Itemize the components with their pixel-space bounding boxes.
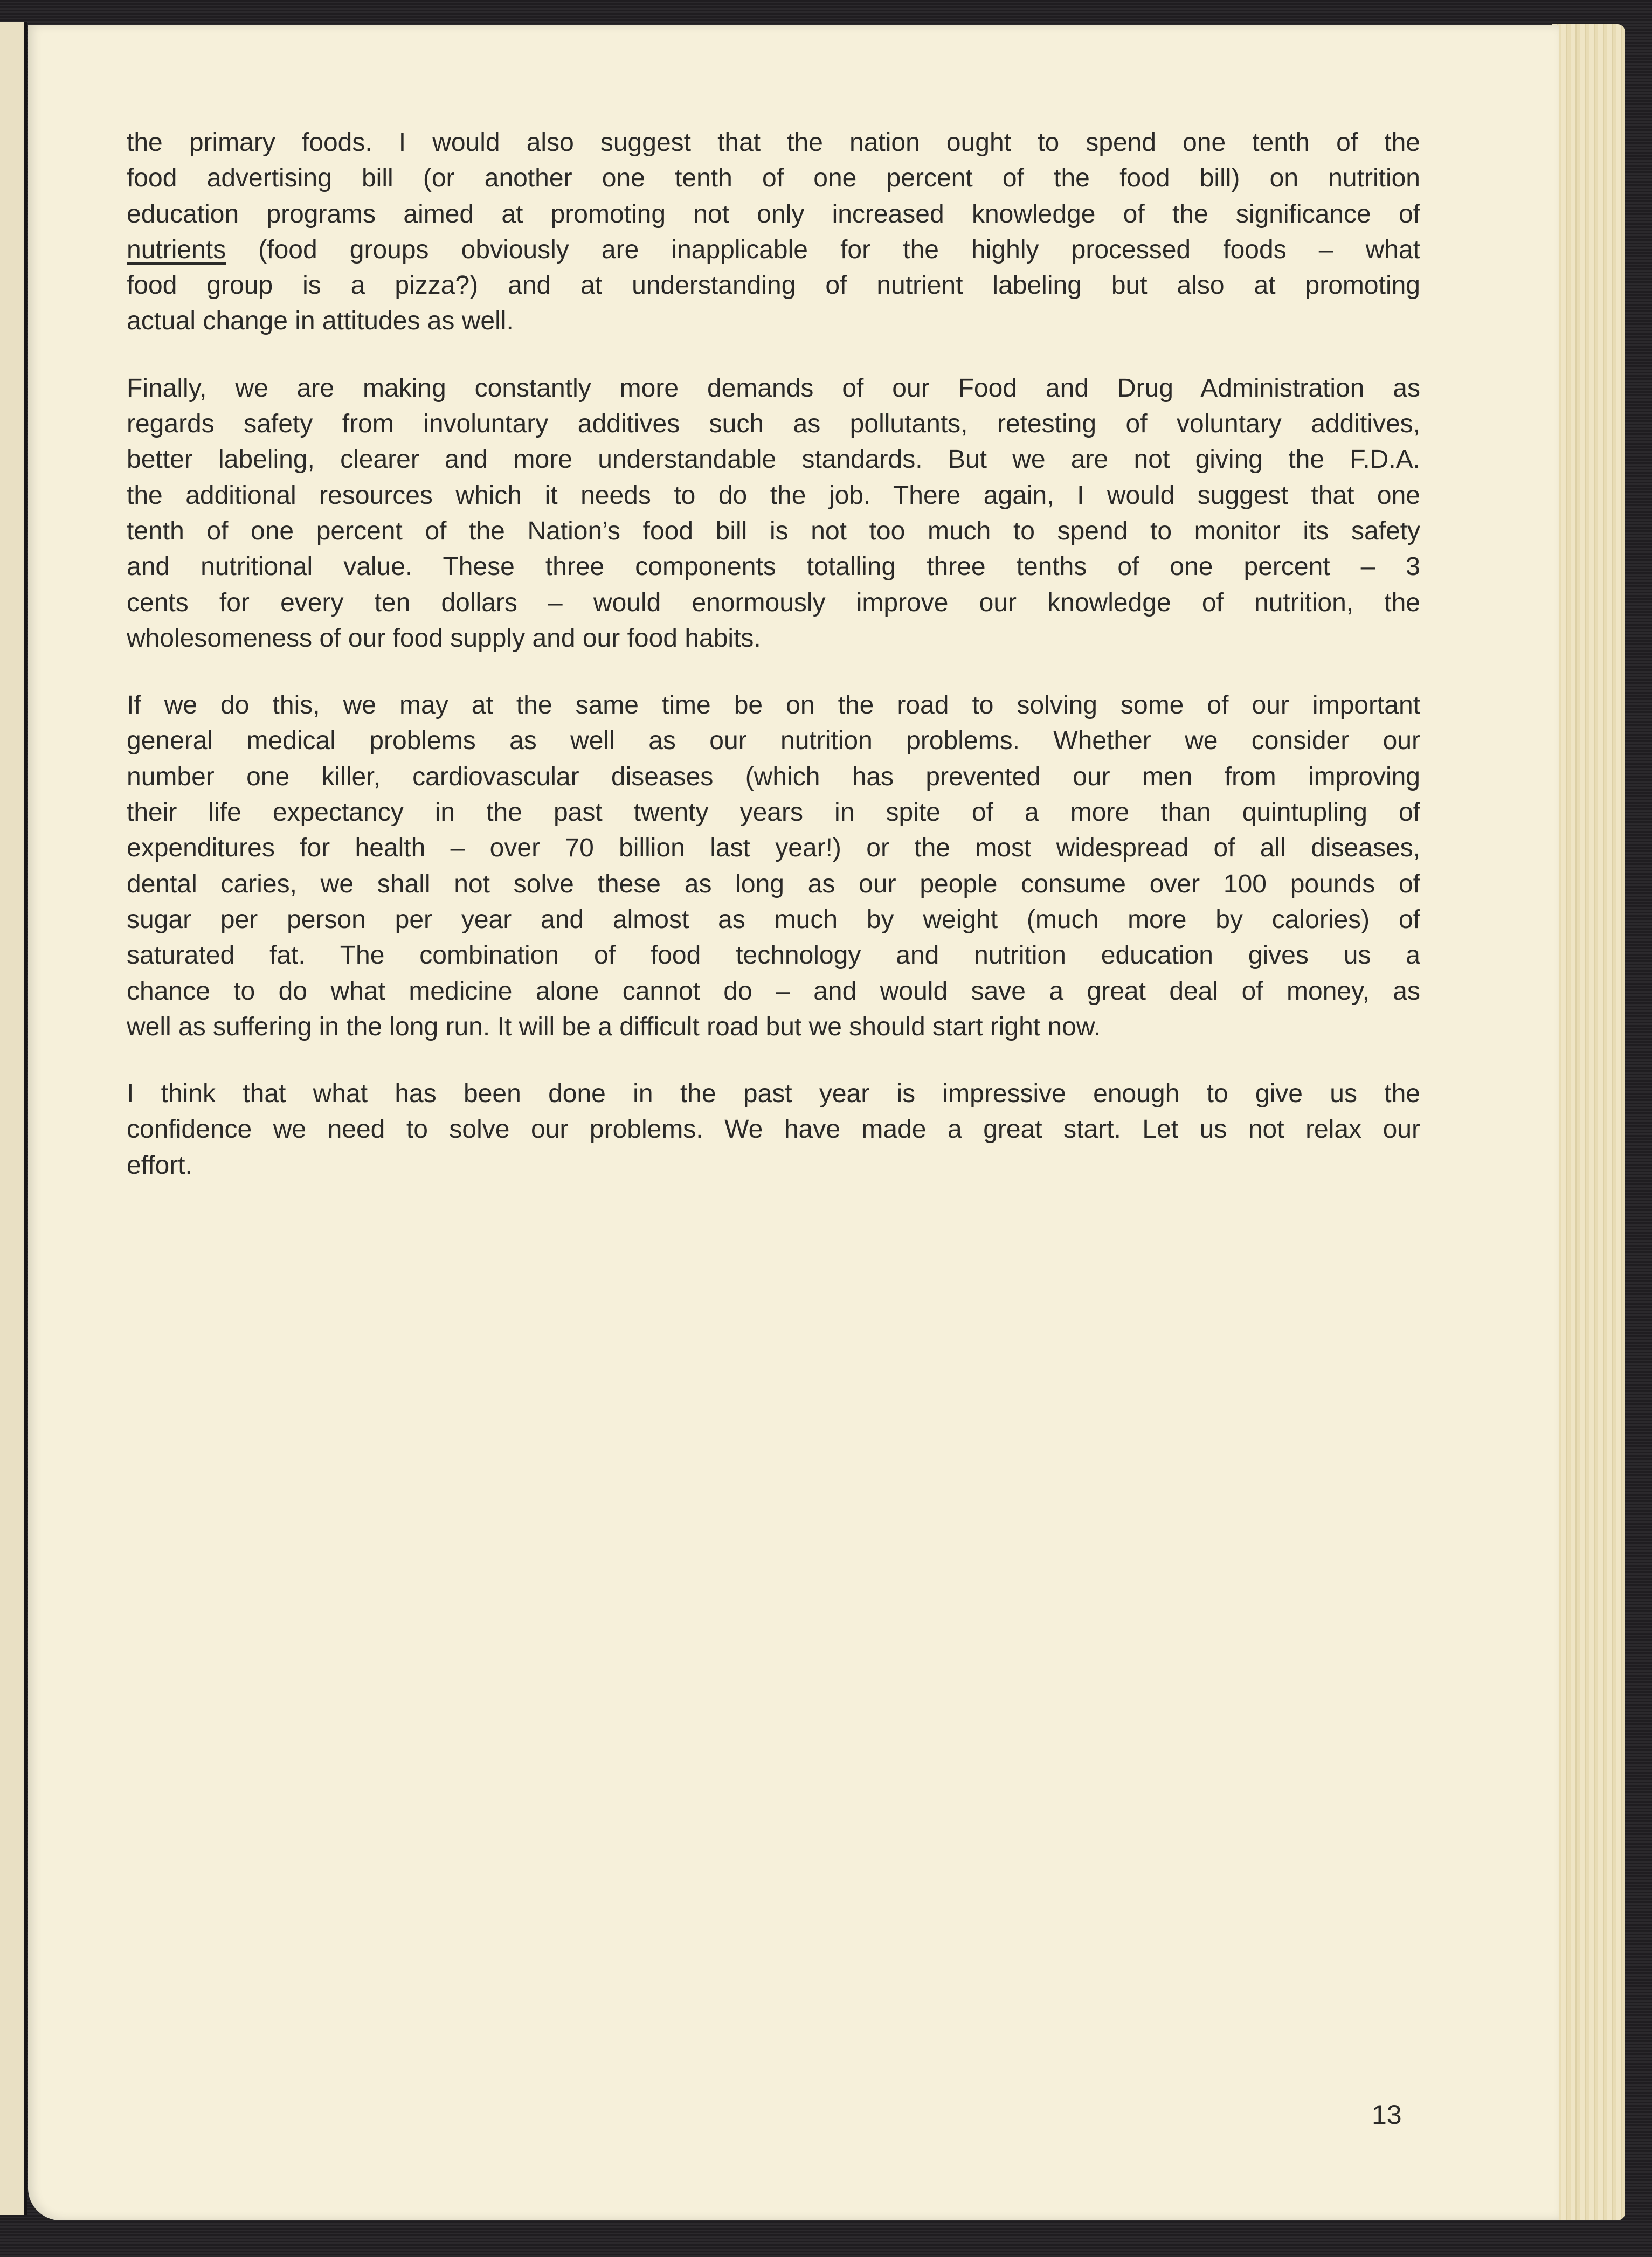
text-line: chance to do what medicine alone cannot do – and would save a great deal of money, as xyxy=(127,977,1420,1006)
text-line: dental caries, we shall not solve these as long as our people consume over 100 pounds of xyxy=(127,869,1420,898)
text-line: food advertising bill (or another one tenth of one percent of the food bill) on nutrition xyxy=(127,164,1420,193)
text-line: their life expectancy in the past twenty years in spite of a more than quintupling of xyxy=(127,798,1420,827)
text-line: sugar per person per year and almost as much by weight (much more by calories) of xyxy=(127,905,1420,934)
text-line-rest: (food groups obviously are inapplicable for the highly processed foods – what xyxy=(258,235,1420,264)
paragraph-3 xyxy=(127,688,1420,1045)
text-line: food group is a pizza?) and at understanding of nutrient labeling but also at promoting xyxy=(127,271,1420,300)
text-line: effort. xyxy=(127,1151,192,1180)
text-line xyxy=(127,232,1420,268)
text-line: and nutritional value. These three components totalling three tenths of one percent – 3 xyxy=(127,552,1420,581)
text-line: actual change in attitudes as well. xyxy=(127,307,514,336)
page-number: 13 xyxy=(1372,2100,1402,2130)
text-line: education programs aimed at promoting not only increased knowledge of the significance of xyxy=(127,199,1420,229)
text-line: confidence we need to solve our problems. We have made a great start. Let us not relax our xyxy=(127,1115,1420,1144)
paragraph-2 xyxy=(127,371,1420,656)
text-line: general medical problems as well as our nutrition problems. Whether we consider our xyxy=(127,726,1420,756)
text-line: regards safety from involuntary additives such as pollutants, retesting of voluntary additives, xyxy=(127,410,1420,439)
body-text xyxy=(127,125,1420,1215)
text-line: saturated fat. The combination of food technology and nutrition education gives us a xyxy=(127,941,1420,970)
underlined-word: nutrients xyxy=(127,235,226,264)
text-line: I think that what has been done in the past year is impressive enough to give us the xyxy=(127,1079,1420,1109)
paragraph-1 xyxy=(127,125,1420,340)
text-line: expenditures for health – over 70 billion last year!) or the most widespread of all diseases, xyxy=(127,834,1420,863)
text-line: the primary foods. I would also suggest that the nation ought to spend one tenth of the xyxy=(127,128,1420,157)
text-line: cents for every ten dollars – would enormously improve our knowledge of nutrition, the xyxy=(127,588,1420,617)
text-line: Finally, we are making constantly more demands of our Food and Drug Administration as xyxy=(127,373,1420,403)
text-line: If we do this, we may at the same time be on the road to solving some of our important xyxy=(127,691,1420,720)
text-line: the additional resources which it needs to do the job. There again, I would suggest that one xyxy=(127,481,1420,510)
stacked-page-edges xyxy=(1552,24,1625,2220)
facing-page-edge xyxy=(0,22,27,2215)
text-line: number one killer, cardiovascular diseases (which has prevented our men from improving xyxy=(127,762,1420,791)
text-line: better labeling, clearer and more understandable standards. But we are not giving the F.D.A. xyxy=(127,445,1420,474)
text-line: well as suffering in the long run. It will be a difficult road but we should start right now. xyxy=(127,1012,1101,1041)
paragraph-4 xyxy=(127,1076,1420,1183)
text-line: tenth of one percent of the Nation’s food bill is not too much to spend to monitor its safety xyxy=(127,516,1420,545)
text-line: wholesomeness of our food supply and our food habits. xyxy=(127,624,761,653)
